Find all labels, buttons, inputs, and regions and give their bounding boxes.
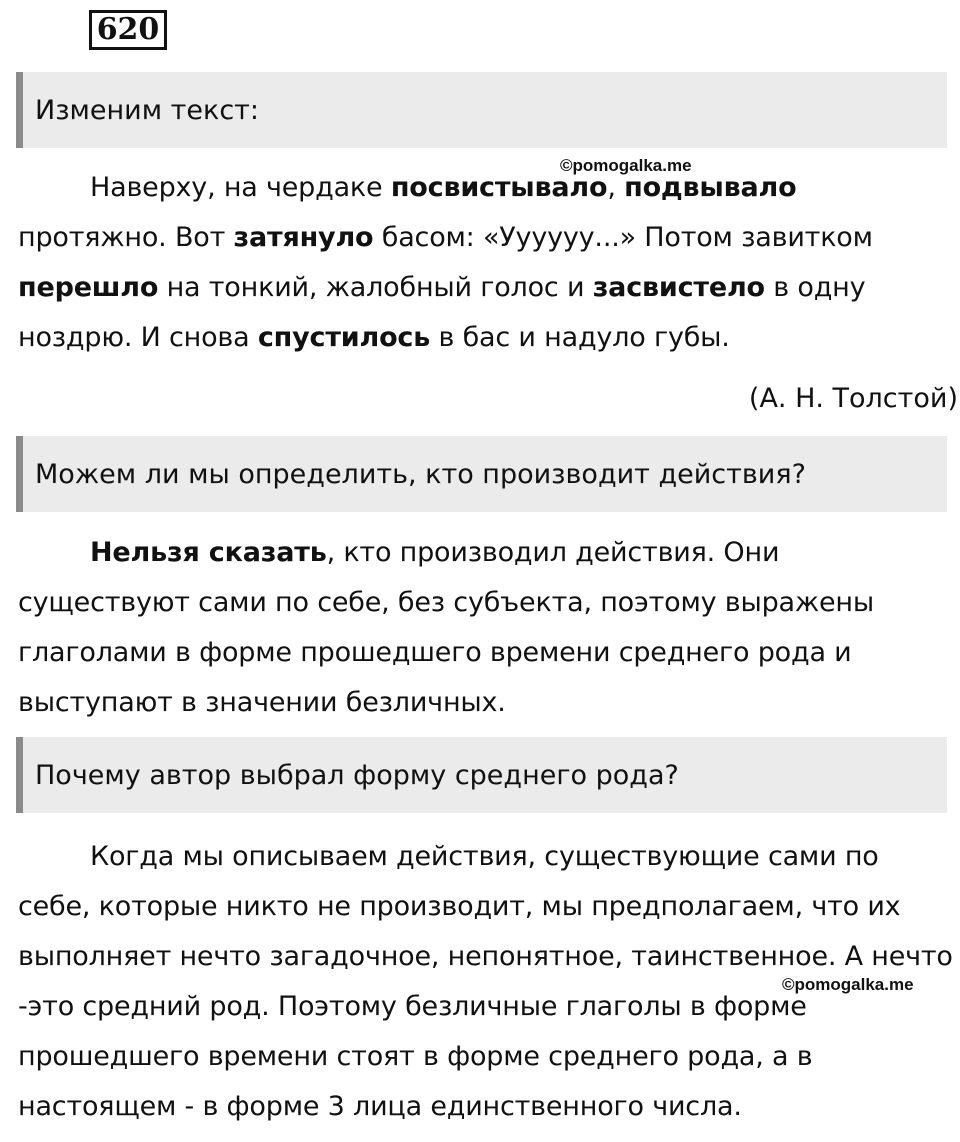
watermark-bottom: ©pomogalka.me [782, 975, 914, 994]
emphasized-word: перешло [18, 272, 159, 303]
section-heading-3-text: Почему автор выбрал форму среднего рода? [35, 759, 679, 791]
paragraph-text: в одну ноздрю. И снова [18, 272, 866, 353]
emphasized-word: подвывало [624, 172, 797, 203]
emphasized-word: спустилось [257, 322, 431, 353]
paragraph-text: в бас и надуло губы. [430, 322, 730, 353]
emphasized-word: затянуло [233, 222, 374, 253]
section-heading-1 [16, 72, 947, 148]
paragraph-text: , [607, 172, 625, 203]
section-paragraph-1 [18, 163, 953, 363]
paragraph-text: басом: «Уууууу...» Потом завитком [373, 222, 873, 253]
task-number-box: 620 [89, 10, 167, 50]
paragraph-text: Когда мы описываем действия, существующие сами по себе, которые никто не производит, мы предполагаем, что их выполняет нечто загадочное, непонятное, таинственное. А нечто -это средний род. Поэтому безличные глаголы в форме прошедшего времени стоят в форме среднего рода, а в настоящем - в форме 3 лица единственного числа. [18, 841, 953, 1122]
paragraph-text: протяжно. Вот [18, 222, 234, 253]
attribution: (А. Н. Толстой) [748, 383, 958, 414]
paragraph-text: , кто производил действия. Они существуют сами по себе, без субъекта, поэтому выражены глаголами в форме прошедшего времени среднего рода и выступают в значении безличных. [18, 537, 874, 718]
section-heading-2-text: Можем ли мы определить, кто производит действия? [35, 458, 806, 490]
section-heading-2 [16, 436, 947, 512]
section-heading-1-text: Изменим текст: [35, 94, 260, 126]
emphasized-word: Нельзя сказать [90, 537, 327, 568]
paragraph-text: на тонкий, жалобный голос и [158, 272, 593, 303]
emphasized-word: посвистывало [390, 172, 608, 203]
watermark-top: ©pomogalka.me [560, 156, 692, 175]
section-heading-3 [16, 737, 947, 813]
paragraph-text: Наверху, на чердаке [90, 172, 391, 203]
section-paragraph-2 [18, 528, 953, 728]
emphasized-word: засвистело [592, 272, 765, 303]
